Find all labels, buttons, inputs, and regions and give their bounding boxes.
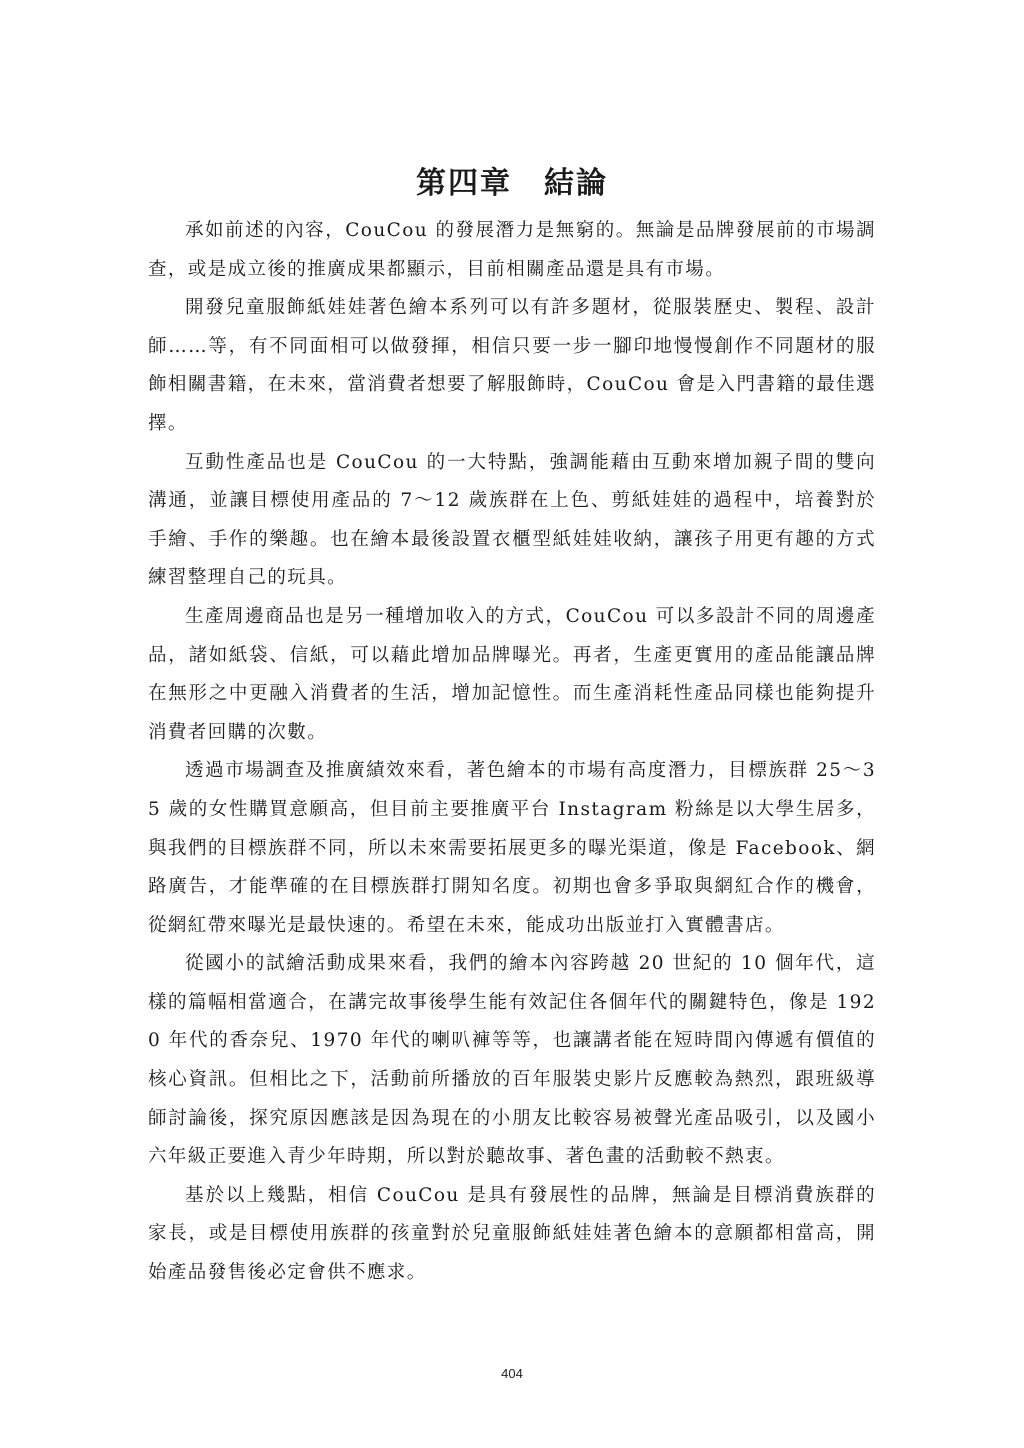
paragraph-1: 承如前述的內容，CouCou 的發展潛力是無窮的。無論是品牌發展前的市場調查，或是成立後的推廣成果都顯示，目前相關產品還是具有市場。 bbox=[148, 220, 876, 280]
page-number: 404 bbox=[501, 1366, 523, 1381]
paragraph-7: 基於以上幾點，相信 CouCou 是具有發展性的品牌，無論是目標消費族群的家長，或是目標使用族群的孩童對於兒童服飾紙娃娃著色繪本的意願都相當高，開始產品發售後必定會供不應求。 bbox=[148, 1184, 876, 1284]
chapter-title: 第四章 結論 bbox=[416, 166, 608, 201]
paragraph-4: 生產周邊商品也是另一種增加收入的方式，CouCou 可以多設計不同的周邊產品，諸如紙袋、信紙，可以藉此增加品牌曝光。再者，生產更實用的產品能讓品牌在無形之中更融入消費者的生活，增加記憶性。而生產消耗性產品同樣也能夠提升消費者回購的次數。 bbox=[148, 605, 876, 743]
paragraph-5: 透過市場調查及推廣績效來看，著色繪本的市場有高度潛力，目標族群 25～35 歲的女性購買意願高，但目前主要推廣平台 Instagram 粉絲是以大學生居多，與我們的目標族群不同，所以未來需要拓展更多的曝光渠道，像是 Facebook、網路廣告，才能準確的在目標族群打開知名度。初期也會多爭取與網紅合作的機會，從網紅帶來曝光是最快速的。希望在未來，能成功出版並打入實體書店。 bbox=[148, 760, 876, 936]
paragraph-3: 互動性產品也是 CouCou 的一大特點，強調能藉由互動來增加親子間的雙向溝通，並讓目標使用產品的 7～12 歲族群在上色、剪紙娃娃的過程中，培養對於手繪、手作的樂趣。也在繪本最後設置衣櫃型紙娃娃收納，讓孩子用更有趣的方式練習整理自己的玩具。 bbox=[148, 451, 876, 589]
paragraph-6: 從國小的試繪活動成果來看，我們的繪本內容跨越 20 世紀的 10 個年代，這樣的篇幅相當適合，在講完故事後學生能有效記住各個年代的關鍵特色，像是 1920 年代的香奈兒、1970 年代的喇叭褲等等，也讓講者能在短時間內傳遞有價值的核心資訊。但相比之下，活動前所播放的百年服裝史影片反應較為熱烈，跟班級導師討論後，探究原因應該是因為現在的小朋友比較容易被聲光產品吸引，以及國小六年級正要進入青少年時期，所以對於聽故事、著色畫的活動較不熱衷。 bbox=[148, 953, 876, 1168]
paragraph-2: 開發兒童服飾紙娃娃著色繪本系列可以有許多題材，從服裝歷史、製程、設計師……等，有不同面相可以做發揮，相信只要一步一腳印地慢慢創作不同題材的服飾相關書籍，在未來，當消費者想要了解服飾時，CouCou 會是入門書籍的最佳選擇。 bbox=[148, 297, 876, 434]
body-text bbox=[148, 212, 876, 1293]
